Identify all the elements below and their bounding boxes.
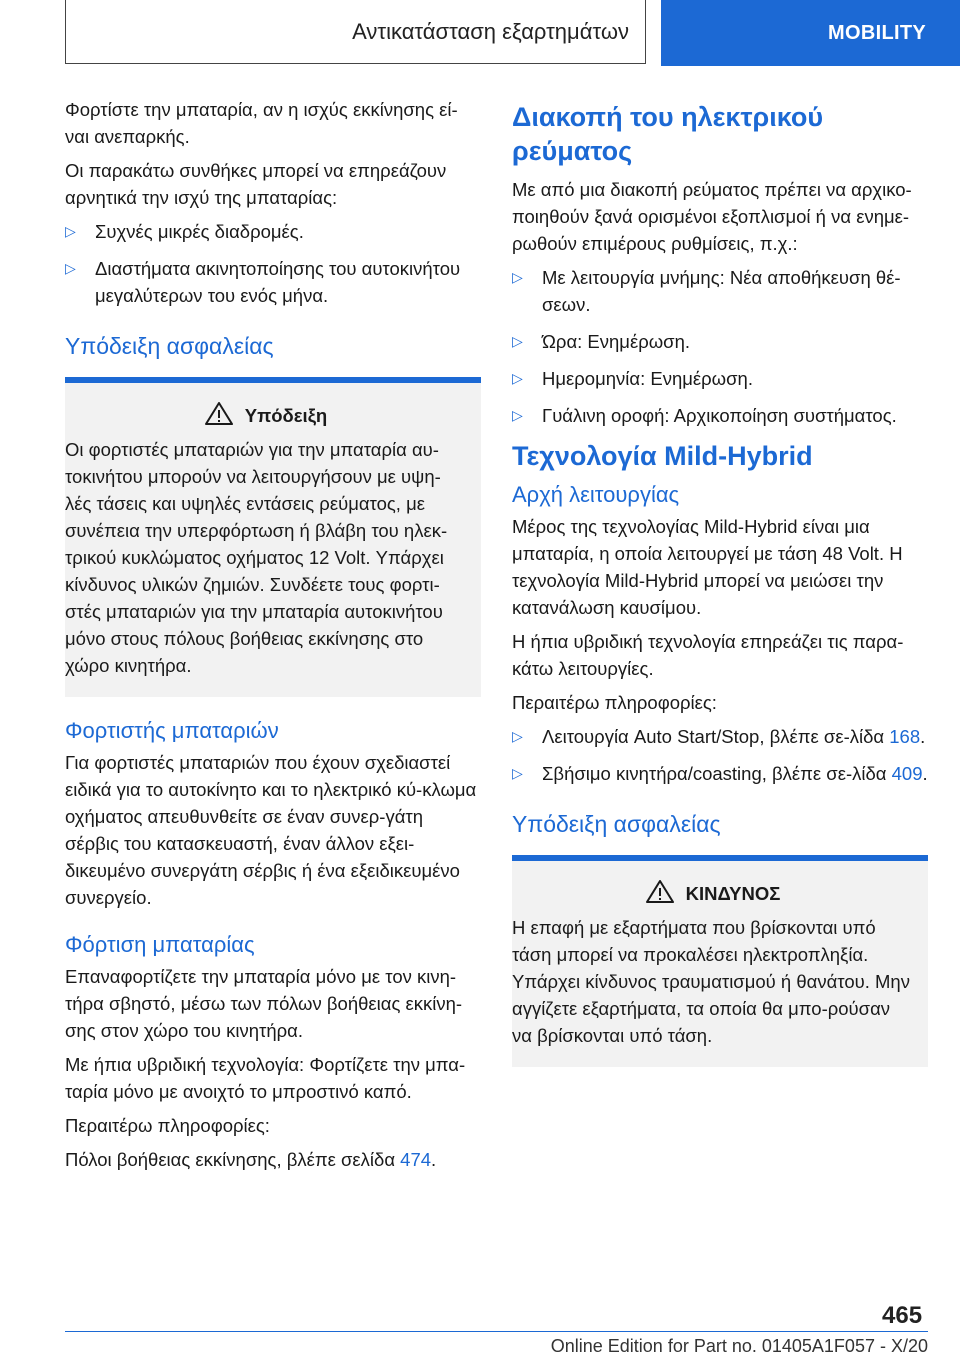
triangle-bullet-icon: ▷ xyxy=(512,728,523,744)
paragraph: Περαιτέρω πληροφορίες: xyxy=(65,1115,270,1136)
page-link[interactable]: 409 xyxy=(891,763,923,784)
paragraph: Επαναφορτίζετε την μπαταρία μόνο με τον κινη-τήρα σβηστό, μέσω των πόλων βοήθειας εκκίνη-σης στον χώρο του κινητήρα. xyxy=(65,966,463,1041)
triangle-bullet-icon: ▷ xyxy=(65,223,76,239)
note-title: Υπόδειξη xyxy=(244,404,328,426)
note-box xyxy=(65,377,481,697)
page-link[interactable]: 168 xyxy=(889,726,921,747)
safety-heading: Υπόδειξη ασφαλείας xyxy=(512,811,721,837)
triangle-bullet-icon: ▷ xyxy=(512,370,523,386)
triangle-bullet-icon: ▷ xyxy=(512,407,523,423)
note-text: Οι φορτιστές μπαταριών για την μπαταρία αυ-τοκινήτου μπορούν να λειτουργήσουν με υψη-λές τάσεις και υψηλές εντάσεις ρεύματος, με συνέπεια την υπερφόρτωση ή βλάβη του ηλεκ-τρικού κυκλώματος οχήματος 12 Volt. Υπάρχει κίνδυνος υλικών ζημιών. Συνδέετε τους φορτι-στές μπαταριών για την μπαταρία αυτοκινήτου μόνο στους πόλους βοήθειας εκκίνησης στο χώρο κινητήρα. xyxy=(65,439,448,676)
warning-icon xyxy=(205,401,233,430)
list-item: ▷ Γυάλινη οροφή: Αρχικοποίηση συστήματος. xyxy=(512,402,928,429)
footer-divider xyxy=(65,1331,928,1332)
triangle-bullet-icon: ▷ xyxy=(512,765,523,781)
page-number: 465 xyxy=(882,1302,923,1329)
right-column xyxy=(512,96,928,1083)
edition-info: Online Edition for Part no. 01405A1F057 - X/20 xyxy=(550,1336,928,1356)
section-title: Αντικατάσταση εξαρτημάτων xyxy=(352,18,629,44)
note-title: ΚΙΝΔΥΝΟΣ xyxy=(685,882,781,904)
list-item: ▷ Διαστήματα ακινητοποίησης του αυτοκινήτου μεγαλύτερων του ενός μήνα. xyxy=(65,255,481,309)
safety-heading: Υπόδειξη ασφαλείας xyxy=(65,333,274,359)
paragraph: Οι παρακάτω συνθήκες μπορεί να επηρεάζουν αρνητικά την ισχύ της μπαταρίας: xyxy=(65,160,447,208)
heading-battery-charger: Φορτιστής μπαταριών xyxy=(65,718,279,743)
list-item: ▷ Λειτουργία Auto Start/Stop, βλέπε σε-λίδα 168. xyxy=(512,723,928,750)
paragraph: Με ήπια υβριδική τεχνολογία: Φορτίζετε την μπα-ταρία μόνο με ανοιχτό το μπροστινό καπό. xyxy=(65,1054,466,1102)
section-title-box xyxy=(65,0,646,64)
warning-icon xyxy=(646,879,674,908)
paragraph: Για φορτιστές μπαταριών που έχουν σχεδιαστεί ειδικά για το αυτοκίνητο και το ηλεκτρικό κύ-κλωμα οχήματος απευθυνθείτε σε έναν συνερ-γάτη σέρβις του κατασκευαστή, έναν άλλον εξει-δικευμένο συνεργάτη σέρβις ή ένα εξειδικευμένο συνεργείο. xyxy=(65,752,477,908)
reference-list xyxy=(512,723,928,787)
paragraph: Περαιτέρω πληροφορίες: xyxy=(512,692,717,713)
battery-conditions-list xyxy=(65,218,481,309)
paragraph: Φορτίστε την μπαταρία, αν η ισχύς εκκίνησης εί-ναι ανεπαρκής. xyxy=(65,99,458,147)
paragraph: Με από μια διακοπή ρεύματος πρέπει να αρχικο-ποιηθούν ξανά ορισμένοι εξοπλισμοί ή να ενημε-ρωθούν επιμέρους ρυθμίσεις, π.χ.: xyxy=(512,179,912,254)
heading-mild-hybrid: Τεχνολογία Mild-Hybrid xyxy=(512,441,813,471)
reset-items-list xyxy=(512,264,928,429)
paragraph: Πόλοι βοήθειας εκκίνησης, βλέπε σελίδα 474. xyxy=(65,1149,437,1170)
list-item: ▷ Ώρα: Ενημέρωση. xyxy=(512,328,928,355)
heading-power-interruption: Διακοπή του ηλεκτρικού ρεύματος xyxy=(512,102,824,166)
mobility-tab[interactable] xyxy=(661,0,960,66)
triangle-bullet-icon: ▷ xyxy=(65,260,76,276)
paragraph: Μέρος της τεχνολογίας Mild-Hybrid είναι μια μπαταρία, η οποία λειτουργεί με τάση 48 Volt. Η τεχνολογία Mild-Hybrid μπορεί να μειώσει την κατανάλωση καυσίμου. xyxy=(512,516,903,618)
mobility-tab-label: MOBILITY xyxy=(828,21,926,44)
triangle-bullet-icon: ▷ xyxy=(512,333,523,349)
paragraph: Η ήπια υβριδική τεχνολογία επηρεάζει τις παρα-κάτω λειτουργίες. xyxy=(512,631,904,679)
heading-battery-charging: Φόρτιση μπαταρίας xyxy=(65,932,255,957)
triangle-bullet-icon: ▷ xyxy=(512,269,523,285)
heading-principle: Αρχή λειτουργίας xyxy=(512,482,680,507)
list-item: ▷ Συχνές μικρές διαδρομές. xyxy=(65,218,481,245)
list-item: ▷ Σβήσιμο κινητήρα/coasting, βλέπε σε-λίδα 409. xyxy=(512,760,928,787)
list-item: ▷ Με λειτουργία μνήμης: Νέα αποθήκευση θέ-σεων. xyxy=(512,264,928,318)
page-link[interactable]: 474 xyxy=(400,1149,432,1170)
left-column xyxy=(65,96,481,1180)
danger-box xyxy=(512,855,928,1067)
list-item: ▷ Ημερομηνία: Ενημέρωση. xyxy=(512,365,928,392)
note-text: Η επαφή με εξαρτήματα που βρίσκονται υπό τάση μπορεί να προκαλέσει ηλεκτροπληξία. Υπάρχει κίνδυνος τραυματισμού ή θανάτου. Μην αγγίζετε εξαρτήματα, τα οποία θα μπο-ρούσαν να βρίσκονται υπό τάση. xyxy=(512,917,910,1046)
